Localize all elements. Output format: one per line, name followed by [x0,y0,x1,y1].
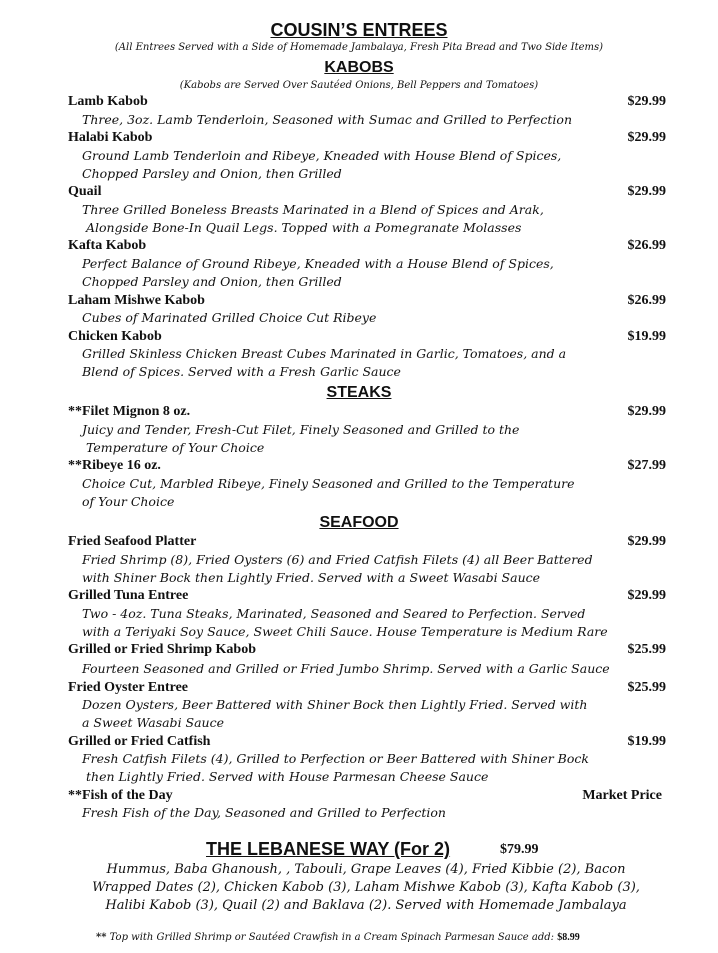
footer-price: $8.99 [557,932,580,943]
lebanese-way-heading: THE LEBANESE WAY (For 2) [206,839,451,859]
item-name: Laham Mishwe Kabob [68,293,205,308]
lebanese-way-line: Hummus, Baba Ghanoush, , Tabouli, Grape Leaves (4), Fried Kibbie (2), Bacon [106,862,626,877]
item-description: a Sweet Wasabi Sauce [82,715,224,730]
item-price: $29.99 [627,588,666,603]
item-price: $19.99 [627,329,666,344]
item-name: Halabi Kabob [68,130,153,145]
item-description: Three, 3oz. Lamb Tenderloin, Seasoned with Sumac and Grilled to Perfection [82,112,572,127]
lebanese-way-price: $79.99 [500,842,539,857]
item-price: $29.99 [627,94,666,109]
item-name: Grilled Tuna Entree [68,588,189,603]
item-description: Fresh Fish of the Day, Seasoned and Grilled to Perfection [82,805,446,820]
item-price: $29.99 [627,534,666,549]
item-price: $19.99 [627,734,666,749]
steaks-heading: STEAKS [326,384,392,401]
item-name: **Filet Mignon 8 oz. [68,404,191,419]
page-title: COUSIN’S ENTREES [270,20,448,40]
item-description: Fresh Catfish Filets (4), Grilled to Perfection or Beer Battered with Shiner Bock [82,751,589,766]
item-name: Lamb Kabob [68,94,148,109]
lebanese-way-description [66,861,666,915]
item-price: Market Price [582,788,662,803]
item-description: Choice Cut, Marbled Ribeye, Finely Seasoned and Grilled to the Temperature [82,476,575,491]
lebanese-way-line: Halibi Kabob (3), Quail (2) and Baklava (2). Served with Homemade Jambalaya [105,898,627,913]
item-name: **Fish of the Day [68,788,173,803]
item-name: Fried Seafood Platter [68,534,197,549]
item-description: of Your Choice [82,494,175,509]
item-description: Two - 4oz. Tuna Steaks, Marinated, Seasoned and Seared to Perfection. Served [82,606,586,621]
item-description: with Shiner Bock then Lightly Fried. Served with a Sweet Wasabi Sauce [82,570,541,585]
item-name: Grilled or Fried Shrimp Kabob [68,642,256,657]
item-name: **Ribeye 16 oz. [68,458,161,473]
item-name: Fried Oyster Entree [68,680,189,695]
seafood-heading: SEAFOOD [319,514,399,531]
item-description: Chopped Parsley and Onion, then Grilled [82,274,342,289]
item-price: $27.99 [627,458,666,473]
item-description: Dozen Oysters, Beer Battered with Shiner Bock then Lightly Fried. Served with [82,697,588,712]
footer-note [96,931,580,945]
item-description: Chopped Parsley and Onion, then Grilled [82,166,342,181]
footer-text: Top with Grilled Shrimp or Sautéed Crawfish in a Cream Spinach Parmesan Sauce add: [109,932,555,943]
item-description: Fourteen Seasoned and Grilled or Fried Jumbo Shrimp. Served with a Garlic Sauce [82,661,610,676]
item-price: $26.99 [627,293,666,308]
item-description: then Lightly Fried. Served with House Parmesan Cheese Sauce [86,769,489,784]
entrees-note: (All Entrees Served with a Side of Homemade Jambalaya, Fresh Pita Bread and Two Side Items) [114,42,604,53]
item-price: $25.99 [627,680,666,695]
item-description: Temperature of Your Choice [86,440,265,455]
item-description: Ground Lamb Tenderloin and Ribeye, Kneaded with House Blend of Spices, [82,148,562,163]
item-name: Chicken Kabob [68,329,162,344]
item-price: $26.99 [627,238,666,253]
item-price: $25.99 [627,642,666,657]
item-description: with a Teriyaki Soy Sauce, Sweet Chili Sauce. House Temperature is Medium Rare [82,624,608,639]
item-price: $29.99 [627,404,666,419]
item-name: Quail [68,184,102,199]
item-description: Blend of Spices. Served with a Fresh Garlic Sauce [82,364,401,379]
item-description: Three Grilled Boneless Breasts Marinated in a Blend of Spices and Arak, [82,202,544,217]
footer-stars: ** [96,932,107,943]
lebanese-way-line: Wrapped Dates (2), Chicken Kabob (3), Laham Mishwe Kabob (3), Kafta Kabob (3), [92,880,640,895]
kabobs-note: (Kabobs are Served Over Sautéed Onions, Bell Peppers and Tomatoes) [179,80,539,91]
item-description: Grilled Skinless Chicken Breast Cubes Marinated in Garlic, Tomatoes, and a [82,346,567,361]
item-name: Kafta Kabob [68,238,147,253]
item-description: Fried Shrimp (8), Fried Oysters (6) and Fried Catfish Filets (4) all Beer Battered [82,552,593,567]
item-name: Grilled or Fried Catfish [68,734,211,749]
item-description: Cubes of Marinated Grilled Choice Cut Ribeye [82,310,377,325]
item-description: Alongside Bone-In Quail Legs. Topped with a Pomegranate Molasses [86,220,522,235]
item-description: Perfect Balance of Ground Ribeye, Kneaded with a House Blend of Spices, [82,256,554,271]
kabobs-heading: KABOBS [324,59,394,76]
item-description: Juicy and Tender, Fresh-Cut Filet, Finely Seasoned and Grilled to the [82,422,520,437]
item-price: $29.99 [627,184,666,199]
item-price: $29.99 [627,130,666,145]
